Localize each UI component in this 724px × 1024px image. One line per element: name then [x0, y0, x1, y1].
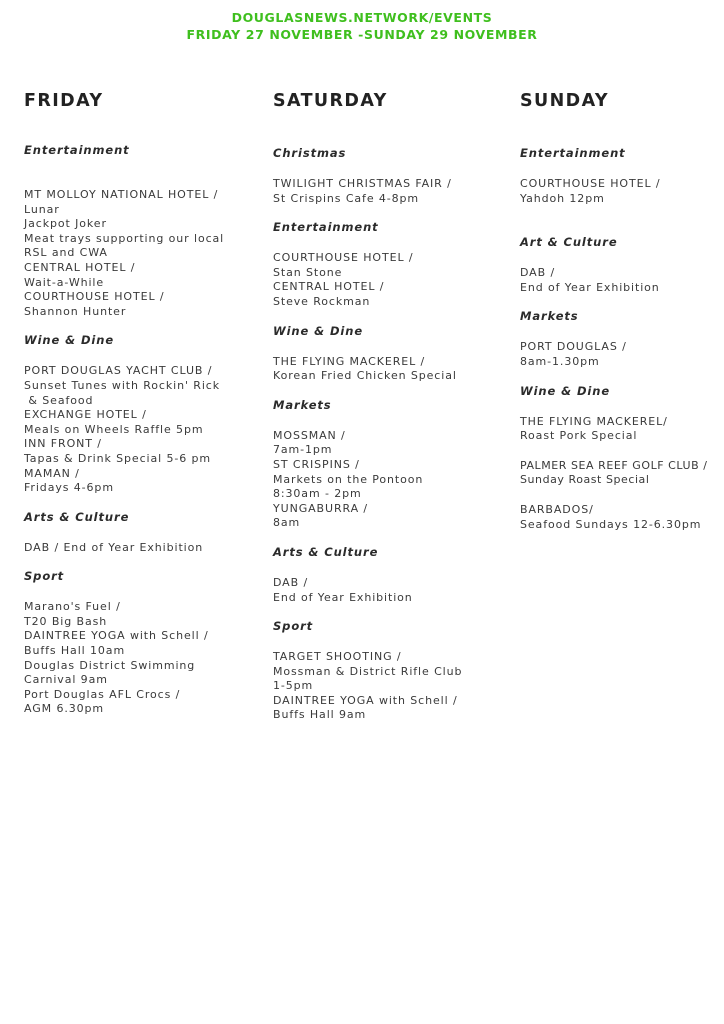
event-line: Stan Stone	[273, 265, 343, 279]
event-line: Jackpot Joker	[24, 217, 107, 231]
event-line: DAB / End of Year Exhibition	[24, 540, 204, 554]
section-body	[273, 251, 473, 309]
event-line: Carnival 9am	[24, 673, 108, 687]
section-body	[24, 600, 224, 717]
event-line: Buffs Hall 9am	[273, 708, 367, 722]
event-line: Fridays 4-6pm	[24, 481, 114, 495]
event-line: PORT DOUGLAS /	[520, 340, 627, 354]
event-line: TWILIGHT CHRISTMAS FAIR /	[273, 177, 452, 190]
event-line: COURTHOUSE HOTEL /	[273, 251, 414, 265]
event-line: Tapas & Drink Special 5-6 pm	[24, 451, 212, 465]
event-line: PORT DOUGLAS YACHT CLUB /	[24, 364, 213, 378]
section-body	[520, 459, 720, 488]
event-line: Lunar	[24, 202, 60, 216]
section-title: Arts & Culture	[24, 509, 130, 524]
event-line: 1-5pm	[273, 679, 314, 693]
event-line: THE FLYING MACKEREL /	[273, 354, 426, 368]
event-line: 8am-1.30pm	[520, 354, 600, 368]
event-line: DAB /	[520, 266, 556, 280]
section-body	[24, 364, 224, 495]
section-title: Entertainment	[24, 143, 130, 157]
event-line: Roast Pork Special	[520, 429, 638, 443]
event-line: AGM 6.30pm	[24, 702, 105, 716]
event-line: RSL and CWA	[24, 246, 108, 260]
section-title: Entertainment	[273, 220, 379, 235]
section-body	[273, 576, 473, 605]
page-header	[0, 9, 724, 43]
saturday-column	[273, 146, 473, 723]
section-title: Markets	[520, 309, 579, 324]
section-body	[520, 266, 720, 295]
event-line: & Seafood	[24, 393, 94, 407]
event-line: Mossman & District Rifle Club	[273, 664, 463, 678]
section-body	[273, 177, 473, 206]
section-title: Wine & Dine	[273, 323, 364, 338]
event-line: ST CRISPINS /	[273, 457, 360, 471]
event-line: CENTRAL HOTEL /	[24, 260, 136, 274]
event-line: YUNGABURRA /	[273, 501, 369, 515]
event-line: THE FLYING MACKEREL/	[520, 414, 668, 428]
event-line: Sunday Roast Special	[520, 473, 650, 487]
event-line: MAMAN /	[24, 466, 80, 480]
section-title: Entertainment	[520, 146, 626, 160]
sunday-column	[520, 146, 720, 532]
section-body	[520, 177, 720, 206]
event-line: Steve Rockman	[273, 294, 371, 308]
event-line: CENTRAL HOTEL /	[273, 280, 385, 294]
section-title: Sport	[24, 569, 65, 584]
day-title-sunday: SUNDAY	[520, 91, 609, 111]
event-line: COURTHOUSE HOTEL /	[520, 177, 661, 190]
section-body	[520, 340, 720, 369]
event-line: 8:30am - 2pm	[273, 487, 362, 501]
event-line: MOSSMAN /	[273, 428, 346, 442]
section-body	[24, 188, 224, 319]
section-title: Art & Culture	[520, 235, 618, 250]
section-body	[273, 650, 473, 723]
event-line: Seafood Sundays 12-6.30pm	[520, 517, 702, 531]
event-line: PALMER SEA REEF GOLF CLUB /	[520, 458, 708, 472]
event-line: St Crispins Cafe 4-8pm	[273, 191, 420, 205]
friday-column	[24, 143, 224, 717]
event-line: Markets on the Pontoon	[273, 472, 424, 486]
section-body	[520, 415, 720, 444]
event-line: 7am-1pm	[273, 443, 333, 457]
section-body	[520, 503, 720, 532]
day-title-saturday: SATURDAY	[273, 91, 388, 111]
event-line: Buffs Hall 10am	[24, 644, 126, 658]
event-line: MT MOLLOY NATIONAL HOTEL /	[24, 188, 219, 201]
section-title: Sport	[273, 619, 314, 634]
event-line: DAINTREE YOGA with Schell /	[24, 629, 209, 643]
event-line: Wait-a-While	[24, 275, 105, 289]
event-line: Meat trays supporting our local	[24, 231, 225, 245]
event-line: BARBADOS/	[520, 502, 594, 516]
event-line: Douglas District Swimming	[24, 658, 196, 672]
event-line: 8am	[273, 516, 301, 530]
event-line: End of Year Exhibition	[273, 590, 413, 604]
section-title: Wine & Dine	[24, 333, 115, 348]
event-line: Sunset Tunes with Rockin' Rick	[24, 378, 221, 392]
event-line: Shannon Hunter	[24, 304, 127, 318]
event-line: Korean Fried Chicken Special	[273, 369, 457, 383]
section-title: Arts & Culture	[273, 544, 379, 559]
event-line: T20 Big Bash	[24, 614, 108, 628]
section-title: Wine & Dine	[520, 383, 611, 398]
event-line: EXCHANGE HOTEL /	[24, 408, 147, 422]
event-line: Port Douglas AFL Crocs /	[24, 687, 181, 701]
section-body	[273, 429, 473, 531]
event-line: DAINTREE YOGA with Schell /	[273, 693, 458, 707]
event-line: Meals on Wheels Raffle 5pm	[24, 422, 204, 436]
event-line: TARGET SHOOTING /	[273, 650, 402, 664]
event-line: INN FRONT /	[24, 437, 102, 451]
section-title: Markets	[273, 397, 332, 412]
section-body	[24, 541, 224, 556]
site-url: DOUGLASNEWS.NETWORK/EVENTS	[231, 10, 493, 25]
section-title: Christmas	[273, 146, 347, 160]
event-line: COURTHOUSE HOTEL /	[24, 290, 165, 304]
event-line: DAB /	[273, 575, 309, 589]
event-line: Yahdoh 12pm	[520, 191, 605, 205]
section-body	[273, 355, 473, 384]
day-title-friday: FRIDAY	[24, 91, 104, 111]
event-line: End of Year Exhibition	[520, 280, 660, 294]
date-range: FRIDAY 27 NOVEMBER -SUNDAY 29 NOVEMBER	[186, 27, 538, 42]
event-line: Marano's Fuel /	[24, 600, 121, 614]
